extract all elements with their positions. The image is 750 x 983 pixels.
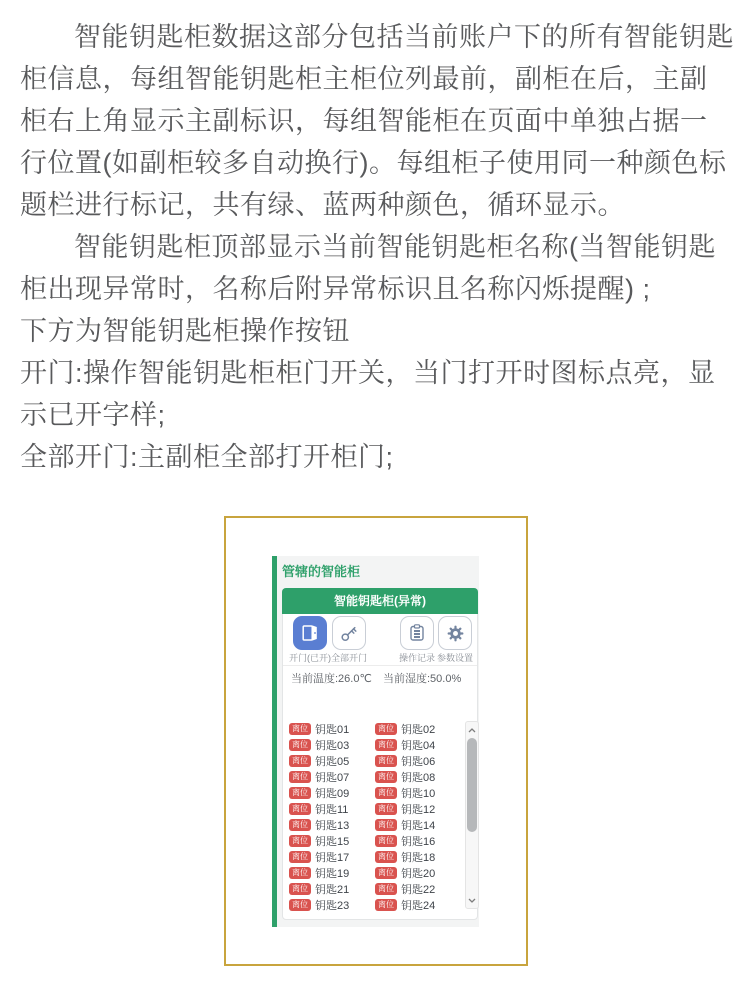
key-status-badge: 离位 [289,803,311,815]
key-name: 钥匙14 [401,820,436,832]
key-status-badge: 离位 [375,851,397,863]
key-name: 钥匙18 [401,852,436,864]
settings-button[interactable] [438,616,472,650]
key-name: 钥匙21 [315,884,350,896]
doc-paragraph-open-all: 全部开门:主副柜全部打开柜门; [20,442,394,472]
key-name: 钥匙08 [401,772,436,784]
key-item [375,817,461,833]
key-name: 钥匙06 [401,756,436,768]
key-status-badge: 离位 [289,771,311,783]
key-item [375,833,461,849]
key-name: 钥匙17 [315,852,350,864]
key-item [375,753,461,769]
key-item [375,881,461,897]
key-item [375,865,461,881]
key-icon [339,623,359,643]
key-name: 钥匙02 [401,724,436,736]
key-item [375,769,461,785]
open-all-label: 全部开门 [330,653,368,663]
key-status-badge: 离位 [375,739,397,751]
key-name: 钥匙22 [401,884,436,896]
key-list-scrollbar[interactable] [465,721,479,909]
key-name: 钥匙15 [315,836,350,848]
key-name: 钥匙12 [401,804,436,816]
key-item [289,721,375,737]
key-item [375,801,461,817]
cabinet-header-bar[interactable]: 智能钥匙柜(异常) [282,588,478,614]
cabinet-card [282,588,478,920]
key-name: 钥匙03 [315,740,350,752]
key-item [375,721,461,737]
door-open-icon [300,623,320,643]
key-status-badge: 离位 [289,739,311,751]
key-status-badge: 离位 [289,835,311,847]
key-item [375,737,461,753]
key-status-badge: 离位 [375,835,397,847]
key-name: 钥匙10 [401,788,436,800]
key-item [375,897,461,913]
key-item [289,865,375,881]
divider [283,665,477,666]
key-status-badge: 离位 [289,787,311,799]
doc-paragraph-title-note: 智能钥匙柜顶部显示当前智能钥匙柜名称(当智能钥匙柜出现异常时，名称后附异常标识且名称闪烁提醒) ; [20,232,716,304]
open-door-label: 开门(已开) [289,653,331,663]
key-item [289,753,375,769]
key-status-badge: 离位 [375,755,397,767]
operation-records-label: 操作记录 [398,653,436,663]
key-name: 钥匙13 [315,820,350,832]
key-name: 钥匙16 [401,836,436,848]
key-item [375,785,461,801]
settings-gear-icon [445,623,466,644]
key-status-badge: 离位 [375,771,397,783]
settings-label: 参数设置 [436,653,474,663]
key-name: 钥匙05 [315,756,350,768]
key-item [289,769,375,785]
key-name: 钥匙23 [315,900,350,912]
key-item [289,897,375,913]
page-title: 管辖的智能柜 [282,564,361,579]
key-status-badge: 离位 [289,883,311,895]
key-status-badge: 离位 [289,723,311,735]
key-status-badge: 离位 [289,819,311,831]
screenshot-figure [224,516,528,966]
humidity-readout: 当前湿度:50.0% [383,673,462,685]
scroll-up-icon[interactable] [466,724,478,736]
key-item [375,849,461,865]
key-name: 钥匙11 [315,804,349,816]
key-item [289,785,375,801]
scrollbar-thumb[interactable] [467,738,477,832]
doc-paragraph-overview: 智能钥匙柜数据这部分包括当前账户下的所有智能钥匙柜信息，每组智能钥匙柜主柜位列最前，副柜在后，主副柜右上角显示主副标识，每组智能柜在页面中单独占据一行位置(如副柜较多自动换行)。每组柜子使用同一种颜色标题栏进行标记，共有绿、蓝两种颜色，循环显示。 [20,22,734,220]
key-item [289,801,375,817]
key-status-badge: 离位 [289,851,311,863]
open-all-button[interactable] [332,616,366,650]
key-item [289,881,375,897]
key-status-badge: 离位 [375,787,397,799]
key-status-badge: 离位 [375,883,397,895]
green-accent-stripe [272,556,277,927]
doc-text-block [20,16,734,478]
key-name: 钥匙07 [315,772,350,784]
key-name: 钥匙24 [401,900,436,912]
cabinet-app-view [272,556,479,927]
key-status-badge: 离位 [289,899,311,911]
key-status-badge: 离位 [375,723,397,735]
open-door-button[interactable] [293,616,327,650]
scroll-down-icon[interactable] [466,894,478,906]
key-status-badge: 离位 [289,755,311,767]
key-status-badge: 离位 [375,819,397,831]
doc-paragraph-open-door: 开门:操作智能钥匙柜柜门开关，当门打开时图标点亮，显示已开字样; [20,358,716,430]
key-item [289,817,375,833]
doc-paragraph-buttons-note: 下方为智能钥匙柜操作按钮 [20,316,350,346]
key-name: 钥匙20 [401,868,436,880]
operation-records-button[interactable] [400,616,434,650]
records-icon [407,623,427,643]
key-name: 钥匙01 [315,724,350,736]
key-item [289,849,375,865]
key-list [289,721,461,913]
key-name: 钥匙09 [315,788,350,800]
key-item [289,737,375,753]
temperature-readout: 当前温度:26.0℃ [291,673,372,685]
key-status-badge: 离位 [375,867,397,879]
key-status-badge: 离位 [289,867,311,879]
key-status-badge: 离位 [375,899,397,911]
key-name: 钥匙04 [401,740,436,752]
key-status-badge: 离位 [375,803,397,815]
key-item [289,833,375,849]
key-name: 钥匙19 [315,868,350,880]
